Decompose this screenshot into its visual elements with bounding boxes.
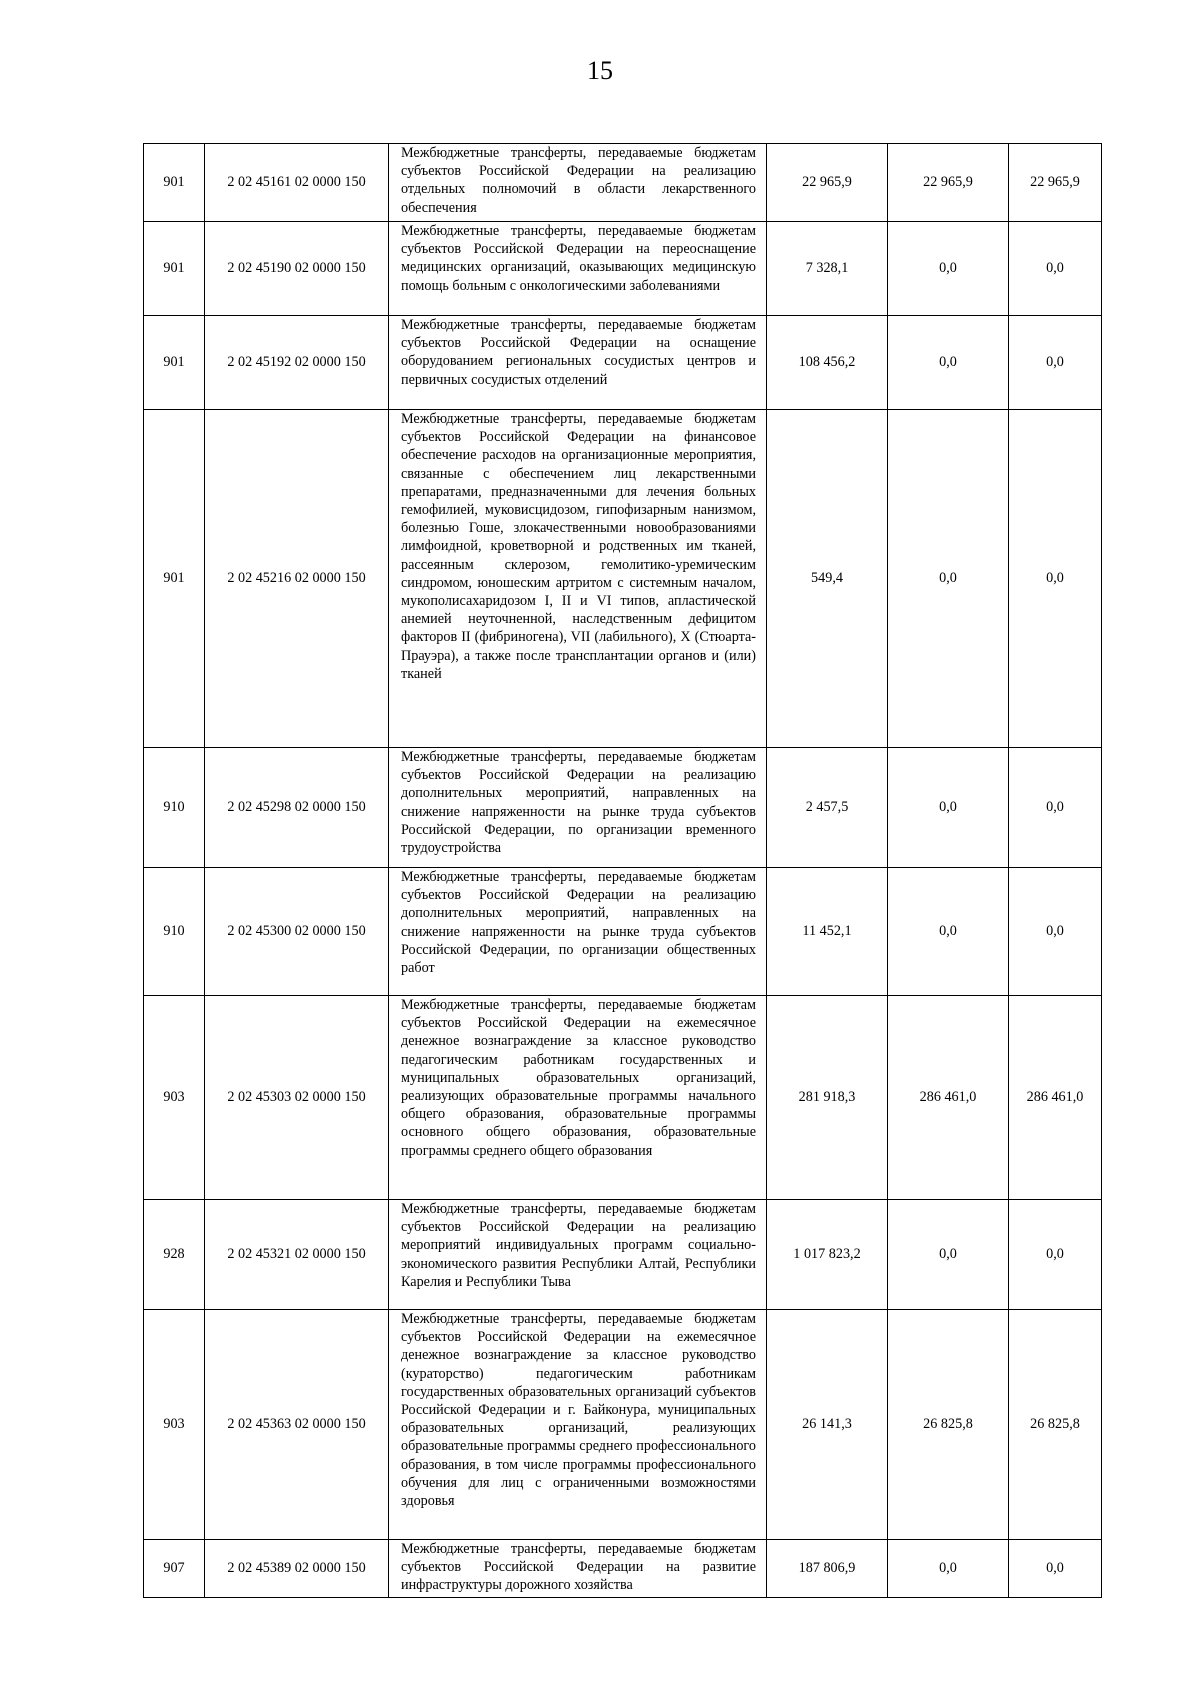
amount-year-1-cell: 2 457,5 <box>767 748 888 868</box>
amount-year-1-cell: 187 806,9 <box>767 1540 888 1598</box>
amount-year-3-cell: 286 461,0 <box>1009 996 1102 1200</box>
table-row <box>144 868 1102 996</box>
amount-year-1-cell: 7 328,1 <box>767 222 888 316</box>
table-row <box>144 748 1102 868</box>
description-cell <box>389 1200 767 1310</box>
amount-year-3-cell: 22 965,9 <box>1009 144 1102 222</box>
amount-year-3-cell: 0,0 <box>1009 868 1102 996</box>
table-row <box>144 1200 1102 1310</box>
description-cell <box>389 996 767 1200</box>
amount-year-3-cell: 0,0 <box>1009 410 1102 748</box>
description-cell <box>389 144 767 222</box>
table-row <box>144 996 1102 1200</box>
description-cell <box>389 410 767 748</box>
description-cell <box>389 1540 767 1598</box>
admin-code-cell: 910 <box>144 868 205 996</box>
admin-code-cell: 901 <box>144 222 205 316</box>
description-text: Межбюджетные трансферты, передаваемые бюджетам субъектов Российской Федерации на реализацию мероприятий индивидуальных программ социально-экономического развития Республики Алтай, Республики Карелия и Республики Тыва <box>401 1201 756 1290</box>
amount-year-1-cell: 549,4 <box>767 410 888 748</box>
classification-code-cell: 2 02 45389 02 0000 150 <box>205 1540 389 1598</box>
classification-code-cell: 2 02 45216 02 0000 150 <box>205 410 389 748</box>
amount-year-2-cell: 0,0 <box>888 410 1009 748</box>
description-text: Межбюджетные трансферты, передаваемые бюджетам субъектов Российской Федерации на переоснащение медицинских организаций, оказывающих медицинскую помощь больным с онкологическими заболеваниями <box>401 223 756 294</box>
amount-year-2-cell: 0,0 <box>888 1540 1009 1598</box>
amount-year-1-cell: 26 141,3 <box>767 1310 888 1540</box>
description-cell <box>389 222 767 316</box>
table-row <box>144 144 1102 222</box>
amount-year-2-cell: 286 461,0 <box>888 996 1009 1200</box>
classification-code-cell: 2 02 45321 02 0000 150 <box>205 1200 389 1310</box>
amount-year-1-cell: 11 452,1 <box>767 868 888 996</box>
admin-code-cell: 901 <box>144 316 205 410</box>
admin-code-cell: 903 <box>144 1310 205 1540</box>
description-cell <box>389 1310 767 1540</box>
amount-year-3-cell: 0,0 <box>1009 1540 1102 1598</box>
description-text: Межбюджетные трансферты, передаваемые бюджетам субъектов Российской Федерации на реализацию отдельных полномочий в области лекарственного обеспечения <box>401 145 756 216</box>
amount-year-1-cell: 22 965,9 <box>767 144 888 222</box>
classification-code-cell: 2 02 45303 02 0000 150 <box>205 996 389 1200</box>
amount-year-2-cell: 26 825,8 <box>888 1310 1009 1540</box>
amount-year-2-cell: 22 965,9 <box>888 144 1009 222</box>
classification-code-cell: 2 02 45298 02 0000 150 <box>205 748 389 868</box>
admin-code-cell: 901 <box>144 144 205 222</box>
amount-year-3-cell: 0,0 <box>1009 748 1102 868</box>
admin-code-cell: 907 <box>144 1540 205 1598</box>
page-number: 15 <box>587 56 613 85</box>
admin-code-cell: 910 <box>144 748 205 868</box>
amount-year-1-cell: 108 456,2 <box>767 316 888 410</box>
description-text: Межбюджетные трансферты, передаваемые бюджетам субъектов Российской Федерации на ежемесячное денежное вознаграждение за классное руководство педагогическим работникам государственных и муниципальных образовательных организаций, реализующих образовательные программы начального общего образования, образовательные программы основного общего образования, образовательные программы среднего общего образования <box>401 997 756 1159</box>
description-cell <box>389 316 767 410</box>
amount-year-1-cell: 281 918,3 <box>767 996 888 1200</box>
amount-year-3-cell: 26 825,8 <box>1009 1310 1102 1540</box>
admin-code-cell: 901 <box>144 410 205 748</box>
classification-code-cell: 2 02 45190 02 0000 150 <box>205 222 389 316</box>
description-text: Межбюджетные трансферты, передаваемые бюджетам субъектов Российской Федерации на ежемесячное денежное вознаграждение за классное руководство (кураторство) педагогическим работникам государственных образовательных организаций субъектов Российской Федерации и г. Байконура, муниципальных образовательных организаций, реализующих образовательные программы среднего профессионального образования, в том числе программы профессионального обучения для лиц с ограниченными возможностями здоровья <box>401 1311 756 1510</box>
amount-year-2-cell: 0,0 <box>888 748 1009 868</box>
description-text: Межбюджетные трансферты, передаваемые бюджетам субъектов Российской Федерации на финансовое обеспечение расходов на организационные мероприятия, связанные с обеспечением лиц лекарственными препаратами, предназначенными для лечения больных гемофилией, муковисцидозом, гипофизарным нанизмом, болезнью Гоше, злокачественными новообразованиями лимфоидной, кроветворной и родственных им тканей, рассеянным склерозом, гемолитико-уремическим синдромом, юношеским артритом с системным началом, мукополисахаридозом I, II и VI типов, апластической анемией неуточненной, наследственным дефицитом факторов II (фибриногена), VII (лабильного), X (Стюарта-Прауэра), а также после трансплантации органов и (или) тканей <box>401 411 756 682</box>
admin-code-cell: 928 <box>144 1200 205 1310</box>
description-text: Межбюджетные трансферты, передаваемые бюджетам субъектов Российской Федерации на оснащение оборудованием региональных сосудистых центров и первичных сосудистых отделений <box>401 317 756 388</box>
description-text: Межбюджетные трансферты, передаваемые бюджетам субъектов Российской Федерации на развитие инфраструктуры дорожного хозяйства <box>401 1541 756 1594</box>
table-row <box>144 410 1102 748</box>
amount-year-2-cell: 0,0 <box>888 316 1009 410</box>
classification-code-cell: 2 02 45300 02 0000 150 <box>205 868 389 996</box>
table-row <box>144 1310 1102 1540</box>
admin-code-cell: 903 <box>144 996 205 1200</box>
table-row <box>144 222 1102 316</box>
table-row <box>144 316 1102 410</box>
classification-code-cell: 2 02 45363 02 0000 150 <box>205 1310 389 1540</box>
amount-year-3-cell: 0,0 <box>1009 222 1102 316</box>
table-row <box>144 1540 1102 1598</box>
amount-year-2-cell: 0,0 <box>888 868 1009 996</box>
amount-year-1-cell: 1 017 823,2 <box>767 1200 888 1310</box>
classification-code-cell: 2 02 45161 02 0000 150 <box>205 144 389 222</box>
amount-year-2-cell: 0,0 <box>888 1200 1009 1310</box>
description-cell <box>389 748 767 868</box>
amount-year-2-cell: 0,0 <box>888 222 1009 316</box>
amount-year-3-cell: 0,0 <box>1009 1200 1102 1310</box>
description-text: Межбюджетные трансферты, передаваемые бюджетам субъектов Российской Федерации на реализацию дополнительных мероприятий, направленных на снижение напряженности на рынке труда субъектов Российской Федерации, по организации временного трудоустройства <box>401 749 756 857</box>
classification-code-cell: 2 02 45192 02 0000 150 <box>205 316 389 410</box>
budget-revenue-table <box>143 143 1102 1598</box>
description-text: Межбюджетные трансферты, передаваемые бюджетам субъектов Российской Федерации на реализацию дополнительных мероприятий, направленных на снижение напряженности на рынке труда субъектов Российской Федерации, по организации общественных работ <box>401 869 756 977</box>
amount-year-3-cell: 0,0 <box>1009 316 1102 410</box>
description-cell <box>389 868 767 996</box>
